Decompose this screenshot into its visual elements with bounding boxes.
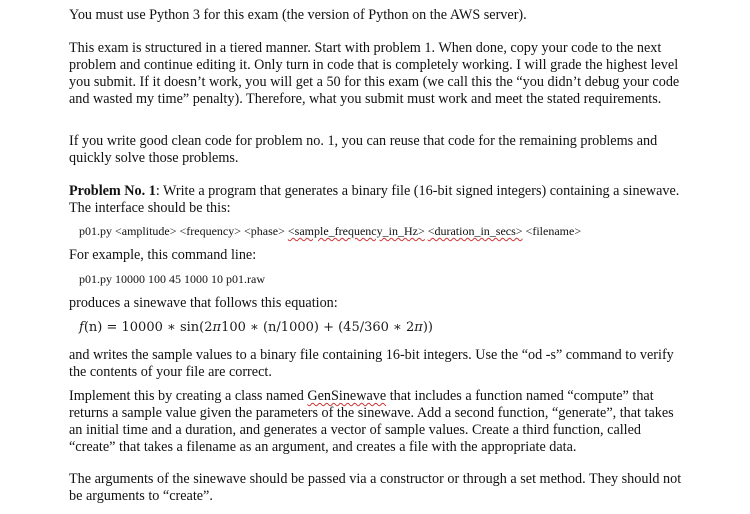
produces-text: produces a sinewave that follows this equation: [69,295,338,311]
usage-line [69,224,581,239]
tiered-exam-paragraph: This exam is structured in a tiered manner. Start with problem 1. When done, copy your code to the next problem and continue editing it. Only turn in code that is completely working. I will grade the highest level you submit. If it doesn’t work, you will get a 50 for this exam (we call this the “you didn’t debug your code and wasted my time” penalty). Therefore, what you submit must work and meet the stated requirements. [69,40,680,107]
problem-1-label: Problem No. 1 [69,183,156,199]
problem-1-statement [69,183,689,217]
problem-1-text: : Write a program that generates a binary file (16-bit signed integers) containing a sinewave. The interface should be this: [69,183,680,216]
usage-sample-frequency-arg: <sample_frequency_in_Hz> [287,224,425,238]
equation-f: f [79,320,84,335]
implementation-paragraph: Implement this by creating a class named GenSinewave that includes a function named “compute” that returns a sample value given the parameters of the sinewave. Add a second function, “generate”, that takes an initial time and a duration, and generates a vector of sample values. Create a third function, called “create” that takes a filename as an argument, and creates a file with the appropriate data. [69,388,674,455]
example-command: p01.py 10000 100 45 1000 10 p01.raw [79,272,265,286]
sinewave-equation: f(n) = 10000 ∗ sin(2π100 ∗ (n/1000) + (45/360 ∗ 2π)) [79,320,433,335]
writes-samples-paragraph: and writes the sample values to a binary file containing 16-bit integers. Use the “od -s” command to verify the contents of your file are correct. [69,347,674,380]
usage-duration-arg: <duration_in_secs> [427,224,523,238]
example-intro: For example, this command line: [69,247,257,263]
arguments-paragraph: The arguments of the sinewave should be passed via a constructor or through a set method. They should not be arguments to “create”. [69,471,682,504]
class-name-gensinewave: GenSinewave [307,388,387,404]
usage-suffix: <filename> [522,224,582,238]
python-version-note: You must use Python 3 for this exam (the version of Python on the AWS server). [69,7,527,23]
usage-prefix: p01.py <amplitude> <frequency> <phase> [79,224,288,238]
reuse-code-paragraph: If you write good clean code for problem no. 1, you can reuse that code for the remaining problems and quickly solve those problems. [69,133,658,166]
